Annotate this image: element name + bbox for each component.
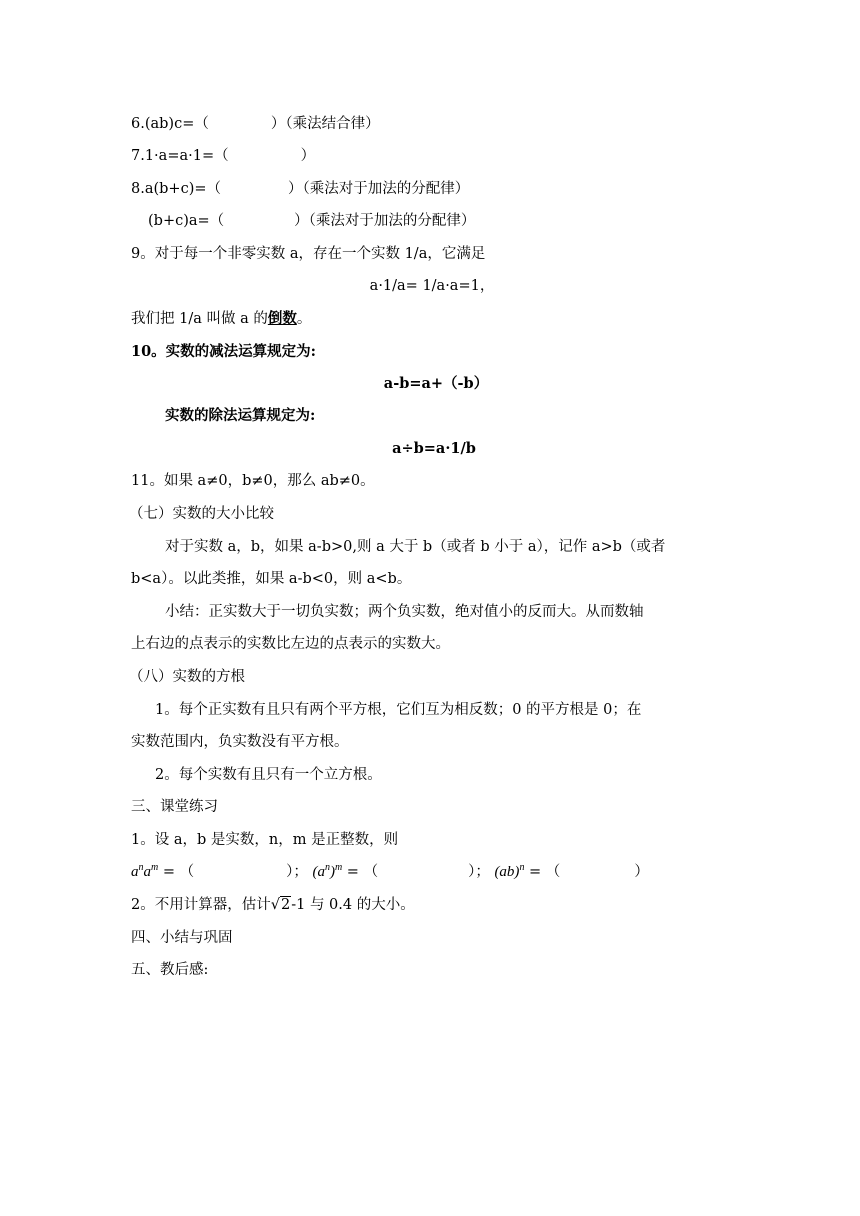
section-8-p1-line2: 实数范围内，负实数没有平方根。 xyxy=(131,734,349,750)
f2-base: a xyxy=(317,864,325,880)
section-8-p1-line1: 1。每个正实数有且只有两个平方根，它们互为相反数；0 的平方根是 0；在 xyxy=(155,702,642,718)
f1-close: ）； xyxy=(286,864,308,880)
f3-exp: n xyxy=(519,862,525,873)
item-9-equation: a·1/a= 1/a·a=1， xyxy=(369,278,495,294)
section-8-heading: （八）实数的方根 xyxy=(129,669,245,685)
formula-power-of-power xyxy=(312,864,342,880)
f3-close: ） xyxy=(634,864,649,880)
item-8b-note: ）（乘法对于加法的分配律） xyxy=(294,213,476,229)
item-8-note: ）（乘法对于加法的分配律） xyxy=(288,181,470,197)
f1-base1: a xyxy=(131,864,139,880)
item-8-expr: 8.a(b+c)=（ xyxy=(131,181,221,197)
q2-prefix: 2。不用计算器，估计 xyxy=(131,897,271,913)
practice-q1-formulas xyxy=(131,862,649,882)
item-11: 11。如果 a≠0，b≠0，那么 ab≠0。 xyxy=(131,473,375,489)
radical-sign: √ xyxy=(270,897,280,913)
item-6-note: ）（乘法结合律） xyxy=(270,116,380,132)
f2-exp-inner: n xyxy=(324,862,330,873)
item-7-close: ） xyxy=(300,148,316,164)
section-7-p1-line1: 对于实数 a，b，如果 a-b>0,则 a 大于 b（或者 b 小于 a），记作 a>b（或者 xyxy=(165,539,666,555)
practice-q2 xyxy=(131,895,415,915)
f3-open: = （ xyxy=(524,864,561,880)
term-reciprocal: 倒数 xyxy=(267,310,297,327)
item-9-conclusion xyxy=(131,309,311,329)
f2-rparen: ) xyxy=(329,864,335,880)
item-9: 9。对于每一个非零实数 a，存在一个实数 1/a，它满足 xyxy=(131,246,486,262)
item-10-division: 实数的除法运算规定为: xyxy=(165,407,316,424)
item-10-division-equation: a÷b=a·1/b xyxy=(392,440,476,457)
f3-expr: (ab) xyxy=(494,864,520,880)
f2-open: = （ xyxy=(342,864,379,880)
f1-exp2: m xyxy=(151,862,159,873)
sqrt-two xyxy=(271,895,291,915)
f1-exp1: n xyxy=(138,862,144,873)
f2-close: ）； xyxy=(468,864,490,880)
item-6-expr: 6.(ab)c=（ xyxy=(131,116,209,132)
item-7-expr: 7.1·a=a·1=（ xyxy=(131,148,229,164)
practice-heading: 三、课堂练习 xyxy=(131,799,218,815)
item-6 xyxy=(131,114,380,134)
item-7 xyxy=(131,146,315,166)
item-8 xyxy=(131,179,469,199)
item-8b xyxy=(148,211,475,231)
section-7-p2-line2: 上右边的点表示的实数比左边的点表示的实数大。 xyxy=(131,636,450,652)
item-8b-expr: (b+c)a=（ xyxy=(148,213,225,229)
section-7-heading: （七）实数的大小比较 xyxy=(129,506,274,522)
section-8-p2: 2。每个实数有且只有一个立方根。 xyxy=(155,767,382,783)
formula-power-product xyxy=(131,864,158,880)
formula-product-power xyxy=(494,864,524,880)
section-7-p1-line2: b<a）。以此类推，如果 a-b<0，则 a<b。 xyxy=(131,571,412,587)
item-9-conclusion-text: 我们把 1/a 叫做 a 的 xyxy=(131,311,268,327)
f1-base2: a xyxy=(143,864,151,880)
item-9-period: 。 xyxy=(296,311,312,327)
f2-exp-outer: m xyxy=(334,862,343,873)
practice-q1: 1。设 a，b 是实数，n，m 是正整数，则 xyxy=(131,832,399,848)
radicand: 2 xyxy=(280,897,291,913)
summary-heading: 四、小结与巩固 xyxy=(131,930,233,946)
item-10-equation: a-b=a+（-b） xyxy=(383,375,489,392)
f2-lparen: ( xyxy=(312,864,318,880)
reflection-heading: 五、教后感: xyxy=(131,962,209,978)
f1-open: = （ xyxy=(158,864,195,880)
item-10: 10。实数的减法运算规定为: xyxy=(131,343,317,360)
section-7-p2-line1: 小结：正实数大于一切负实数；两个负实数，绝对值小的反而大。从而数轴 xyxy=(165,604,644,620)
q2-suffix: -1 与 0.4 的大小。 xyxy=(291,897,415,913)
